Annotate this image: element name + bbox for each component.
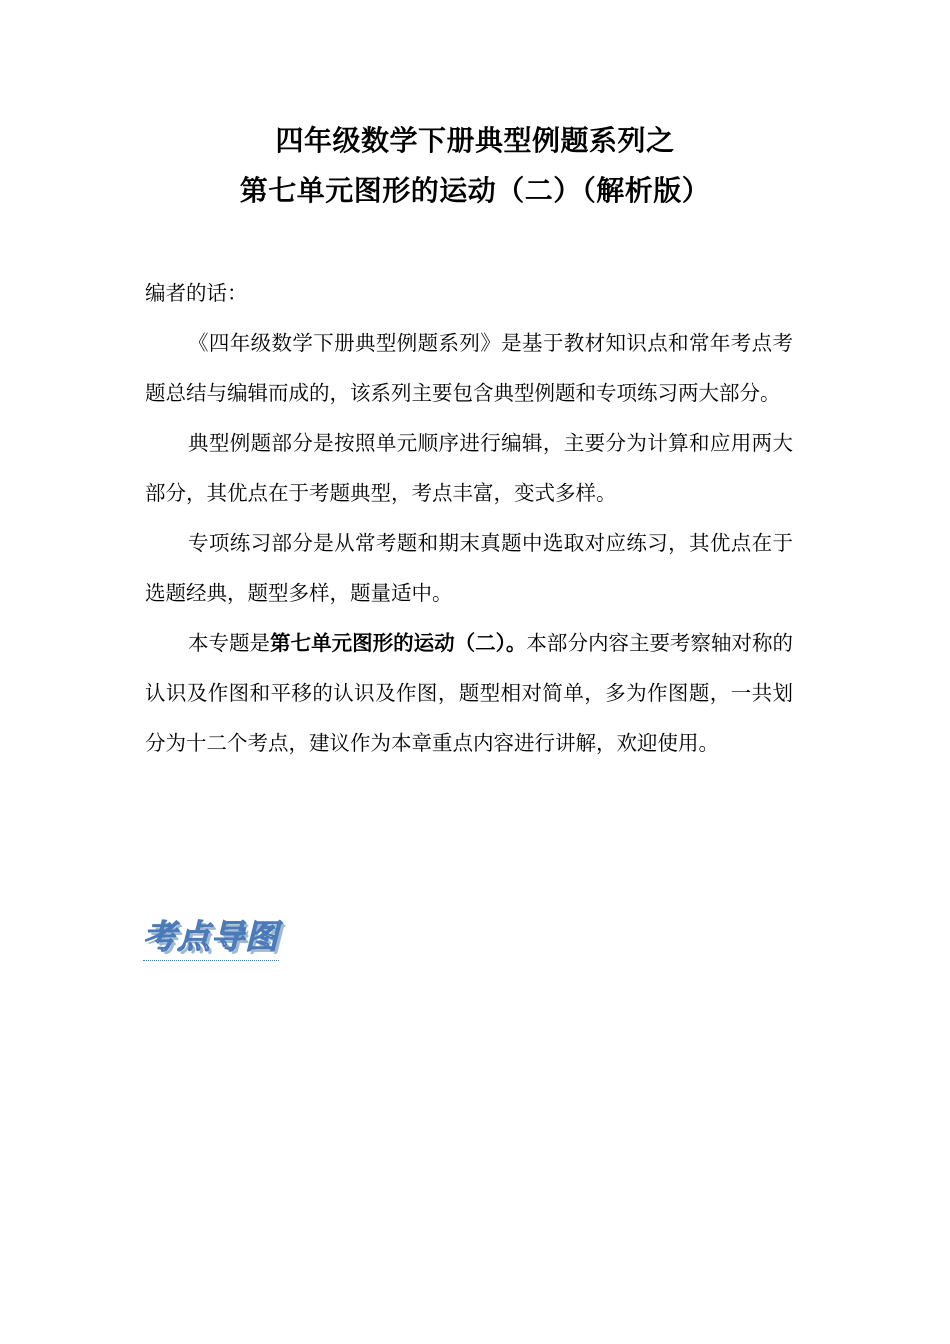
title-line-1: 四年级数学下册典型例题系列之: [275, 124, 675, 157]
editor-note-paragraph-2: 典型例题部分是按照单元顺序进行编辑，主要分为计算和应用两大部分，其优点在于考题典型，考点丰富，变式多样。: [145, 431, 793, 505]
paragraph-4-suffix: 本部分内容主要考察轴对称的认识及作图和平移的认识及作图，题型相对简单，多为作图题，一共划分为十二个考点，建议作为本章重点内容进行讲解，欢迎使用。: [145, 631, 794, 755]
mindmap-section-heading: 考点导图: [143, 911, 279, 961]
paragraph-4-topic: 第七单元图形的运动（二）。: [270, 631, 527, 655]
document-title: [0, 116, 950, 216]
editor-note: [145, 268, 793, 768]
title-line-2: 第七单元图形的运动（二）（解析版）: [239, 174, 711, 207]
editor-note-paragraph-1: 《四年级数学下册典型例题系列》是基于教材知识点和常年考点考题总结与编辑而成的，该系列主要包含典型例题和专项练习两大部分。: [145, 331, 793, 405]
editor-note-paragraph-4: [145, 618, 793, 768]
editor-note-heading: 编者的话：: [145, 281, 248, 305]
editor-note-paragraph-3: 专项练习部分是从常考题和期末真题中选取对应练习，其优点在于选题经典，题型多样，题量适中。: [145, 531, 793, 605]
paragraph-4-prefix: 本专题是: [188, 631, 271, 655]
